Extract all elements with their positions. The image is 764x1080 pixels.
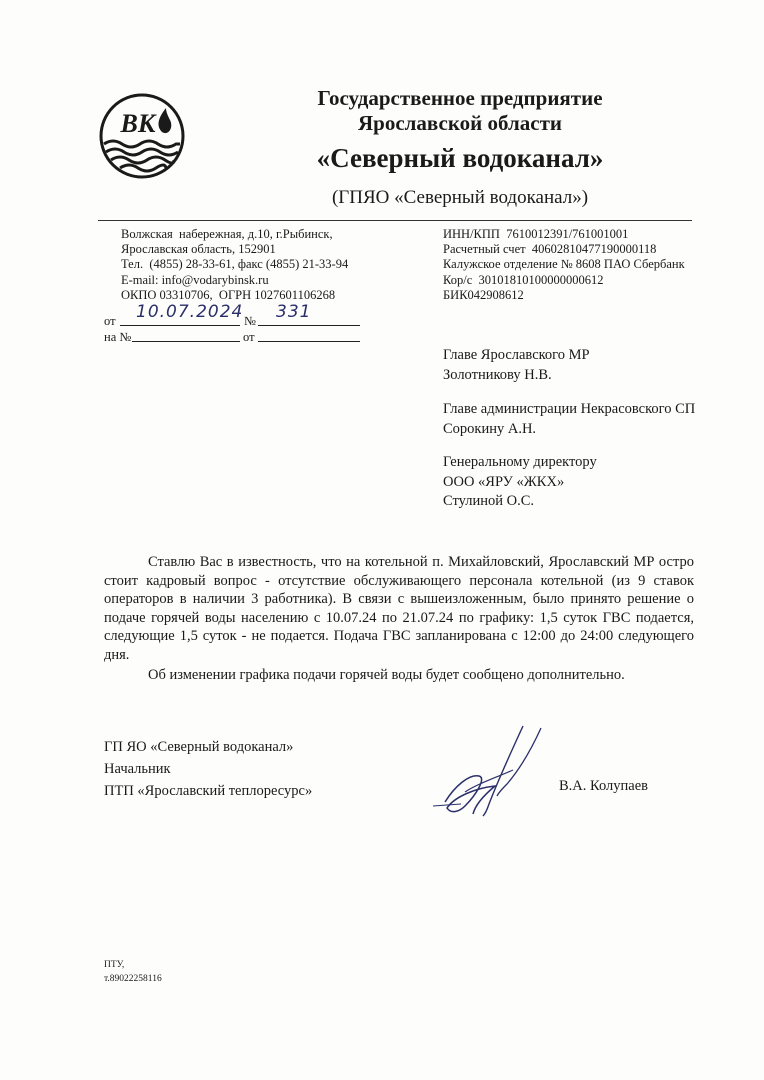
header-divider [98, 220, 692, 221]
signatory-name: В.А. Колупаев [559, 778, 648, 794]
address-line-1: Волжская набережная, д.10, г.Рыбинск, [121, 227, 333, 241]
reference-block [104, 302, 374, 345]
executor-note [104, 958, 162, 986]
org-type: Государственное предприятие [317, 86, 603, 110]
from-label: от [104, 314, 116, 328]
letter-number: 331 [276, 302, 312, 322]
address-line-2: Ярославская область, 152901 [121, 242, 276, 257]
letter-date: 10.07.2024 [136, 302, 244, 322]
vodokanal-logo [98, 92, 186, 180]
addressee-3-title: Генеральному директору [443, 454, 597, 470]
bank-account: Расчетный счет 40602810477190000118 [443, 242, 657, 257]
bank-details [443, 227, 685, 303]
bik: БИК042908612 [443, 287, 524, 302]
email: E-mail: info@vodarybinsk.ru [121, 272, 269, 287]
addressee-3 [443, 453, 597, 512]
outgoing-ref-row [104, 302, 374, 329]
addressee-1-title: Главе Ярославского МР [443, 347, 590, 363]
registration-codes: ОКПО 03310706, ОГРН 1027601106268 [121, 287, 336, 302]
signatory-dept: ПТП «Ярославский теплоресурс» [104, 783, 313, 799]
incoming-ref-row [104, 329, 374, 345]
inn-kpp: ИНН/КПП 7610012391/761001001 [443, 227, 629, 241]
phone-fax: Тел. (4855) 28-33-61, факс (4855) 21-33-94 [121, 257, 349, 272]
signatory-role: Начальник [104, 761, 171, 777]
org-short-name: (ГПЯО «Северный водоканал») [331, 187, 589, 208]
executor-initials: ПТУ, [104, 960, 125, 970]
addressee-3-org: ООО «ЯРУ «ЖКХ» [443, 473, 565, 490]
number-label: № [244, 314, 256, 328]
bank-branch: Калужское отделение № 8608 ПАО Сбербанк [443, 257, 685, 272]
body-paragraph-1: Ставлю Вас в известность, что на котельной п. Михайловский, Ярославский МР остро стоит кадровый вопрос - отсутствие обслуживающего персонала котельной (из 9 ставок операторов в наличии 3 работника). В связи с вышеизложенным, было принято решение о подаче горячей воды населению с 10.07.24 по 21.07.24 по графику: 1,5 суток ГВС подается, следующие 1,5 суток - не подается. Подача ГВС запланирована с 12:00 до 24:00 следующего дня. [104, 554, 694, 663]
addressee-2-name: Сорокину А.Н. [443, 420, 537, 437]
signatory-org: ГП ЯО «Северный водоканал» [104, 739, 294, 755]
signatory-block [104, 736, 312, 802]
correspondent-account: Кор/с 30101810100000000612 [443, 272, 604, 287]
from-label-2: от [243, 330, 255, 344]
reply-to-label: на № [104, 330, 132, 344]
addressee-3-name: Стулиной О.С. [443, 493, 535, 509]
body-paragraph-2: Об изменении графика подачи горячей воды будет сообщено дополнительно. [148, 666, 625, 683]
letter-body [104, 553, 694, 684]
org-name: «Северный водоканал» [316, 143, 604, 173]
addressee-1-name: Золотникову Н.В. [443, 366, 552, 383]
addressee-2-title: Главе администрации Некрасовского СП [443, 401, 696, 417]
executor-phone: т.89022258116 [104, 974, 162, 984]
handwritten-signature [425, 722, 575, 822]
addressee-1 [443, 346, 590, 385]
logo-monogram: ВК [120, 109, 156, 138]
org-region: Ярославской области [357, 111, 563, 135]
contact-block [121, 227, 348, 303]
addressee-2 [443, 400, 695, 439]
